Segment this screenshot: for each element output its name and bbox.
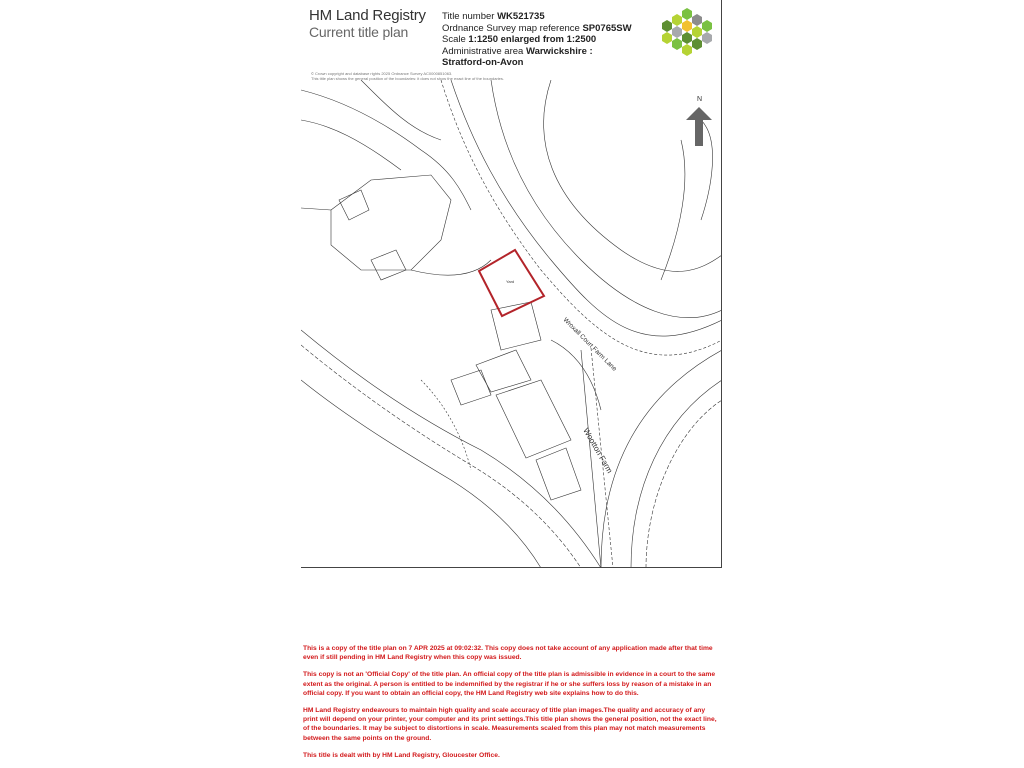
admin-area-row (442, 46, 632, 58)
title-number: WK521735 (497, 11, 545, 22)
field-line-1 (421, 380, 471, 470)
road-edge-4 (544, 80, 722, 271)
arc-1 (601, 350, 722, 568)
os-ref-label: Ordnance Survey map reference (442, 22, 580, 34)
disclaimer-paragraph-3: HM Land Registry endeavours to maintain high quality and scale accuracy of title plan images.The quality and accuracy of any print will depend on your printer, your computer and its print settings.This title plan shows the general position, not the exact line, of the boundaries. It may be subject to distortions in scale. Measurements scaled from this plan may not match measurements between the same points on the ground. (303, 707, 717, 742)
farm-name-label: Wootton Farm (581, 426, 615, 475)
building-plot-1 (331, 175, 451, 270)
title-plan-document (301, 0, 722, 568)
brand-title: HM Land Registry (309, 7, 426, 24)
tl-curve-1 (301, 90, 471, 210)
scale-label: Scale (442, 34, 466, 46)
brand-subtitle: Current title plan (309, 24, 409, 40)
title-metadata (442, 11, 632, 69)
building-6 (536, 448, 581, 500)
copyright-line-2: This title plan shows the general position of the boundaries: it does not show the exact line of the boundaries. (311, 76, 505, 81)
building-7 (451, 370, 491, 405)
north-arrow-icon (686, 107, 712, 146)
tl-curve-2 (301, 120, 401, 170)
lower-road-3 (301, 380, 541, 568)
disclaimer-paragraph-1: This is a copy of the title plan on 7 APR 2025 at 09:02:32. This copy does not take account of any application made after that time even if still pending in HM Land Registry when this copy was issued. (303, 645, 713, 662)
title-number-row (442, 11, 632, 23)
disclaimer-block (303, 644, 721, 768)
road-name-label: Wroxall Court Farm Lane (561, 316, 618, 373)
road-edge-3 (491, 80, 722, 318)
copyright-line-1: © Crown copyright and database rights 2025 Ordnance Survey AC0000851063. (311, 71, 453, 76)
lower-road-1 (301, 330, 601, 568)
boundary-line-1 (301, 208, 331, 210)
scale-value: 1:1250 enlarged from 1:2500 (468, 34, 597, 46)
logo-hexagons (662, 8, 712, 56)
building-2 (371, 250, 406, 280)
map-right-border (721, 0, 722, 568)
road-edge-2 (441, 80, 722, 355)
north-label: N (697, 96, 703, 103)
lower-road-2 (301, 345, 581, 568)
map-linework (301, 80, 722, 568)
arc-3 (646, 400, 722, 568)
os-ref-row (442, 23, 632, 35)
title-number-label: Title number (442, 11, 495, 22)
arc-2 (631, 380, 722, 568)
disclaimer-paragraph-2: This copy is not an 'Official Copy' of the title plan. An official copy of the title plan is admissible in evidence in a court to the same extent as the original. A person is entitled to be indemnified by the registrar if he or she suffers loss by reason of a mistake in an official copy. If you want to obtain an official copy, the HM Land Registry web site explains how to do this. (303, 671, 716, 697)
scale-row (442, 34, 632, 46)
map-bottom-border (301, 567, 722, 568)
building-5 (496, 380, 571, 458)
admin-area-2: Stratford-on-Avon (442, 57, 524, 69)
building-4 (476, 350, 531, 392)
admin-area: Warwickshire : (525, 45, 593, 57)
field-line-3 (661, 140, 685, 280)
admin-area-row-2 (442, 57, 632, 69)
admin-area-label: Administrative area (442, 45, 524, 57)
title-plan-map (301, 80, 722, 568)
hm-land-registry-logo-icon (661, 6, 713, 58)
disclaimer-paragraph-4: This title is dealt with by HM Land Registry, Gloucester Office. (303, 751, 500, 759)
os-ref: SP0765SW (582, 22, 632, 34)
tl-curve-3 (361, 80, 441, 140)
site-label: Yard (506, 279, 515, 284)
building-1 (339, 190, 369, 220)
